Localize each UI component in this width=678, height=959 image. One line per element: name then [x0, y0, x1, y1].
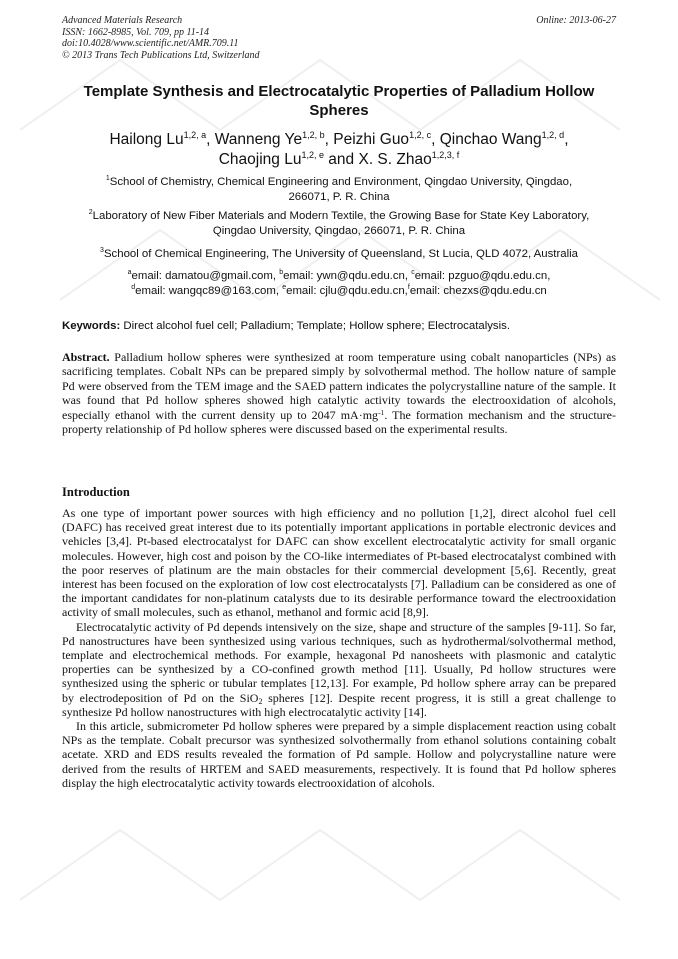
paragraph: As one type of important power sources with high efficiency and no pollution [1,2], direct alcohol fuel cell (DAFC) has received great interest due to its potentially important applications in portable electronic devices and vehicles [3,4]. Pt-based electrocatalyst for DAFC can show excellent electrocatalytic activity for small organic molecules. However, high cost and poison by the CO-like intermediates of Pt-based electrocatalyst combined with the poor reserves of platinum are the main obstacles for their commercial development [5,6]. Recently, great interest has been focused on the exploration of low cost electrocatalysts [7]. Palladium can be considered as one of the important candidates for non-platinum catalysts due to its desirable performance toward the electrooxidation activity of small molecules, such as ethanol, methanol and formic acid [8,9].: [62, 506, 616, 620]
author-list: [62, 130, 616, 170]
author-affil-mark: 1,2, e: [301, 150, 324, 160]
author-affil-mark: 1,2, b: [302, 130, 325, 140]
doi-line: doi:10.4028/www.scientific.net/AMR.709.11: [62, 38, 239, 49]
affiliation-1: [62, 175, 616, 205]
paragraph-text: Electrocatalytic activity of Pd depends intensively on the size, shape and structure of the samples [9-11]. So far, Pd nanostructures have been synthesized using various techniques, such as hydrothermal/solvothermal method, template and electrochemical methods. For example, hexagonal Pd nanosheets with plasmonic and catalytic properties can be synthesized by a CO-confined growth method [11]. Usually, Pd hollow structures were synthesized using the spheric or tubular templates [12,13]. For example, Pd hollow sphere array can be prepared by electrodeposition of Pd on the SiO: [62, 619, 616, 705]
affiliation-line: [62, 175, 616, 190]
email-text: email: wangqc89@163.com,: [135, 285, 283, 297]
keywords-text: Direct alcohol fuel cell; Palladium; Template; Hollow sphere; Electrocatalysis.: [120, 320, 511, 332]
affiliation-mark: 2: [88, 209, 93, 216]
email-text: email: damatou@gmail.com,: [131, 270, 280, 282]
email-mark: f: [407, 284, 410, 291]
email-line: [62, 269, 616, 284]
email-mark: a: [127, 269, 132, 276]
journal-info: [62, 15, 260, 61]
author-name: Chaojing Lu: [218, 151, 302, 168]
unit-exponent: -1: [378, 407, 385, 417]
affiliation-2: [62, 209, 616, 239]
email-mark: c: [411, 269, 415, 276]
author-name: X. S. Zhao: [358, 151, 432, 168]
affiliation-mark: 1: [105, 175, 110, 182]
subscript: 2: [258, 696, 263, 706]
journal-name: Advanced Materials Research: [62, 15, 183, 26]
copyright-line: © 2013 Trans Tech Publications Ltd, Switzerland: [62, 49, 260, 61]
affiliation-line: [62, 247, 616, 262]
author-line: [62, 130, 616, 150]
title-line: Spheres: [309, 102, 369, 119]
author-affil-mark: 1,2,3, f: [431, 150, 460, 160]
online-date: Online: 2013-06-27: [536, 15, 616, 26]
author-emails: [62, 269, 616, 299]
author-name: Peizhi Guo: [333, 131, 410, 148]
affiliation-line: [62, 209, 616, 224]
paper-title: [62, 82, 616, 120]
author-name: Wanneng Ye: [214, 131, 303, 148]
abstract-text: . The formation mechanism and the structure-property relationship of Pd hollow spheres were discussed based on the experimental results.: [62, 407, 616, 437]
email-text: email: ywn@qdu.edu.cn,: [283, 270, 412, 282]
author-separator: and: [324, 151, 359, 168]
author-separator: ,: [431, 131, 440, 148]
author-affil-mark: 1,2, a: [183, 130, 207, 140]
issn-line: ISSN: 1662-8985, Vol. 709, pp 11-14: [62, 26, 210, 38]
affiliation-line: Qingdao University, Qingdao, 266071, P. R. China: [212, 225, 466, 237]
affiliation-3: [62, 247, 616, 262]
author-line: [62, 150, 616, 170]
abstract-text: Palladium hollow spheres were synthesized at room temperature using cobalt nanoparticles (NPs) as sacrificing templates. Cobalt NPs can be prepared simply by solvothermal method. The hollow nature of sample Pd were observed from the TEM image and the SAED pattern indicates the polycrystalline nature of the sample. It was found that Pd hollow spheres showed high catalytic activity towards the electrooxidation of alcohols, especially ethanol with the current density up to 2047 mA·mg: [62, 350, 616, 422]
keywords-label: Keywords:: [62, 320, 121, 332]
author-separator: ,: [206, 131, 215, 148]
abstract: [62, 350, 616, 436]
abstract-label: Abstract.: [62, 350, 110, 364]
email-mark: e: [282, 284, 287, 291]
author-name: Hailong Lu: [109, 131, 184, 148]
affiliation-mark: 3: [100, 247, 104, 254]
affiliation-text: School of Chemical Engineering, The University of Queensland, St Lucia, QLD 4072, Australia: [103, 248, 578, 260]
affiliation-line: 266071, P. R. China: [288, 191, 390, 203]
author-name: Qinchao Wang: [439, 131, 542, 148]
affiliation-text: Laboratory of New Fiber Materials and Modern Textile, the Growing Base for State Key Laboratory,: [92, 210, 590, 222]
author-affil-mark: 1,2, c: [409, 130, 432, 140]
keywords: [62, 319, 616, 333]
introduction-body: [62, 506, 616, 790]
paragraph-text: spheres [12]. Despite recent progress, it is still a great challenge to synthesize Pd hollow nanostructures with high electrocatalytic activity [14].: [62, 690, 616, 719]
author-affil-mark: 1,2, d: [541, 130, 565, 140]
email-mark: b: [279, 269, 284, 276]
email-text: email: cjlu@qdu.edu.cn,: [286, 285, 408, 297]
email-mark: d: [131, 284, 136, 291]
email-line: [62, 284, 616, 299]
email-text: email: pzguo@qdu.edu.cn,: [414, 270, 551, 282]
title-line: Template Synthesis and Electrocatalytic Properties of Palladium Hollow: [83, 83, 595, 100]
author-separator: ,: [564, 131, 569, 148]
email-text: email: chezxs@qdu.edu.cn: [409, 285, 547, 297]
affiliation-text: School of Chemistry, Chemical Engineering and Environment, Qingdao University, Qingdao,: [109, 176, 573, 188]
paragraph: [62, 620, 616, 719]
section-heading: Introduction: [62, 485, 130, 499]
paragraph: In this article, submicrometer Pd hollow spheres were prepared by a simple displacement reaction using cobalt NPs as the template. Cobalt precursor was synthesized solvothermally from ethanol solutions containing cobalt acetate. XRD and EDS results revealed the formation of Pd sample. Hollow and polycrystalline nature were derived from the results of HRTEM and SAED measurements, respectively. It is found that Pd hollow spheres display the high electrocatalytic activity towards electrooxidation of alcohols.: [62, 719, 616, 790]
author-separator: ,: [324, 131, 334, 148]
